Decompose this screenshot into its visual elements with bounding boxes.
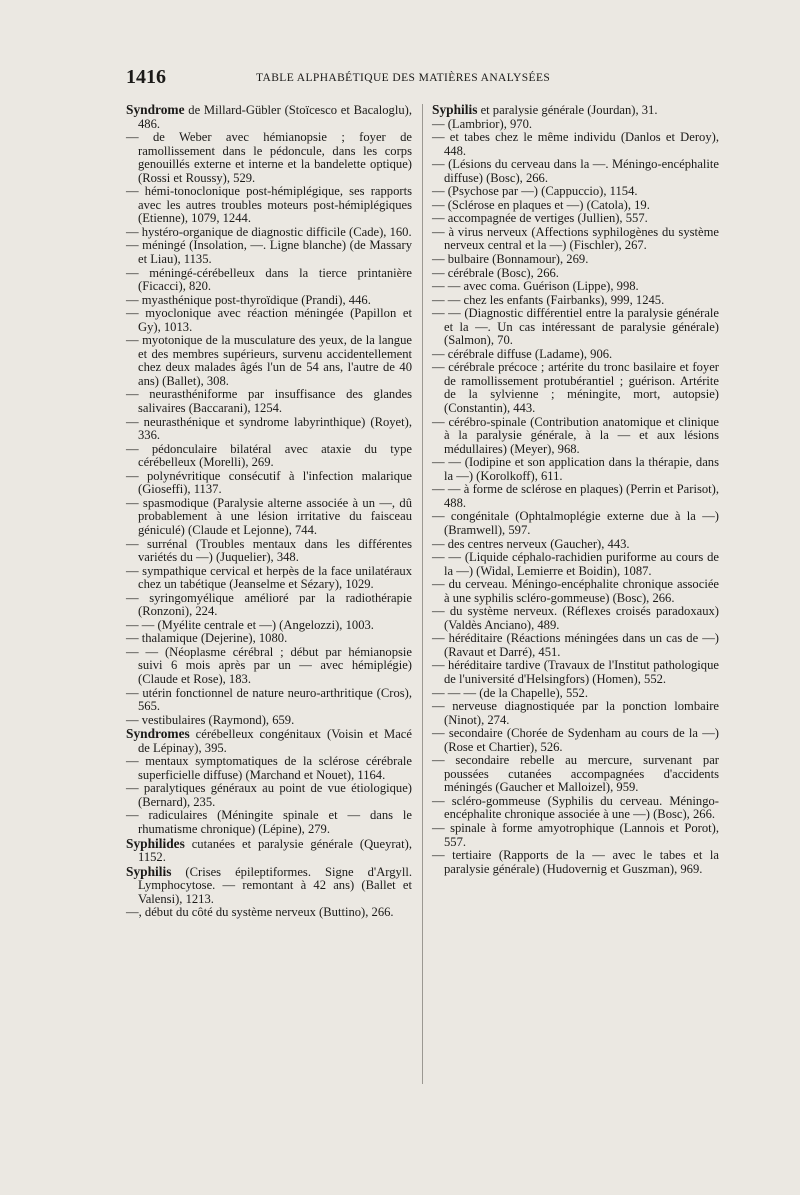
index-entry-text: — vestibulaires (Raymond), 659. [126,712,295,727]
index-entry-text: — cérébrale (Bosc), 266. [432,265,559,280]
index-entry [432,510,719,537]
index-entry-text: — surrénal (Troubles mentaux dans les différentes variétés du —) (Juquelier), 348. [126,536,412,565]
index-entry-text: — — à forme de sclérose en plaques) (Perrin et Parisot), 488. [432,482,719,510]
index-entry [432,199,719,213]
index-entry-text: — accompagnée de vertiges (Jullien), 557. [432,211,648,226]
index-entry-text: — — — (de la Chapelle), 552. [432,685,588,700]
index-entry [432,578,719,605]
index-entry-text: — polynévritique consécutif à l'infection malarique (Gioseffi), 1137. [126,468,412,497]
index-entry-text: de Millard-Gübler (Stoïcesco et Bacaloglu), 486. [138,103,412,131]
index-entry-text: — syringomyélique amélioré par la radiothérapie (Ronzoni), 224. [126,590,412,619]
index-entry-text: — — chez les enfants (Fairbanks), 999, 1245. [432,292,665,307]
index-entry [126,592,412,619]
index-entry-headword: Syphilides [126,835,185,851]
index-entry-text: — secondaire (Chorée de Sydenham au cours de la —) (Rose et Chartier), 526. [432,726,719,754]
index-entry [432,185,719,199]
index-entry [126,131,412,185]
index-entry-headword: Syndromes [126,726,190,742]
index-entry [126,727,412,755]
index-entry-text: — mentaux symptomatiques de la sclérose cérébrale superficielle diffuse) (Marchand et Nouet), 1164. [126,754,412,782]
index-entry-text: — neurasthéniforme par insuffisance des glandes salivaires (Baccarani), 1254. [126,387,412,416]
index-entry-text: — (Sclérose en plaques et —) (Catola), 19. [432,197,650,212]
running-title: TABLE ALPHABÉTIQUE DES MATIÈRES ANALYSÉES [256,72,551,84]
index-entry-text: — (Lambrior), 970. [432,116,533,131]
index-entry [126,906,412,920]
index-entry-text: — congénitale (Ophtalmoplégie externe due à la —) (Bramwell), 597. [432,509,719,537]
index-entry-text: — — (Myélite centrale et —) (Angelozzi), 1003. [126,617,374,632]
index-entry [432,361,719,415]
index-entry [432,605,719,632]
index-entry [126,809,412,836]
index-entry [432,687,719,701]
index-entry-text: — cérébrale diffuse (Ladame), 906. [432,346,613,361]
index-entry [126,538,412,565]
index-entry [432,727,719,754]
index-entry-text: — — avec coma. Guérison (Lippe), 998. [432,279,639,294]
index-entry [126,334,412,388]
index-entry [432,483,719,510]
index-entry-text: — neurasthénique et syndrome labyrinthique) (Royet), 336. [126,414,412,443]
index-entry [432,103,719,118]
index-entry-headword: Syphilis [126,863,172,879]
index-entry-text: — hystéro-organique de diagnostic difficile (Cade), 160. [126,224,412,239]
index-entry [126,239,412,266]
index-entry [126,782,412,809]
index-entry-text: — myoclonique avec réaction méningée (Papillon et Gy), 1013. [126,306,412,334]
index-entry-text: — thalamique (Dejerine), 1080. [126,631,288,646]
index-entry [126,267,412,294]
index-entry [126,307,412,334]
index-entry-text: — — (Iodipine et son application dans la thérapie, dans la —) (Korolkoff), 611. [432,455,719,483]
index-entry-text: — radiculaires (Méningite spinale et — dans le rhumatisme chronique) (Lépine), 279. [126,808,412,836]
index-entry-text: — bulbaire (Bonnamour), 269. [432,252,589,267]
index-entry-text: — et tabes chez le même individu (Danlos et Deroy), 448. [432,130,719,158]
index-entry-text: — secondaire rebelle au mercure, survenant par poussées cutanées accompagnées d'accidents méningés (Gaucher et Malloizel), 959. [432,753,719,795]
index-entry-text: — — (Liquide céphalo-rachidien puriforme au cours de la —) (Widal, Lemierre et Boidin), 1087. [432,550,719,578]
index-entry-headword: Syndrome [126,102,185,117]
index-entry-text: — des centres nerveux (Gaucher), 443. [432,536,630,551]
index-entry [126,755,412,782]
index-entry-text: cutanées et paralysie générale (Queyrat), 1152. [138,836,412,865]
index-entry [126,714,412,728]
index-entry [432,632,719,659]
index-entry [432,267,719,281]
index-entry-text: — sympathique cervical et herpès de la face unilatéraux chez un tabétique (Jeanselme et Sézary), 1029. [126,563,412,592]
index-entry [126,632,412,646]
index-entry [126,226,412,240]
index-entry [126,103,412,131]
index-entry-text: — héréditaire (Réactions méningées dans un cas de —) (Ravaut et Darré), 451. [432,631,719,659]
index-entry-text: — héréditaire tardive (Travaux de l'Institut pathologique de l'université d'Helsingfors) (Homen), 552. [432,658,719,686]
index-entry [126,388,412,415]
index-entry-text: — utérin fonctionnel de nature neuro-arthritique (Cros), 565. [126,685,412,714]
index-entry [126,565,412,592]
index-entry [432,795,719,822]
index-entry [432,280,719,294]
right-column [432,103,719,876]
index-entry-text: — — (Diagnostic différentiel entre la paralysie générale et la —. Un cas intéressant de paralysie générale) (Salmon), 70. [432,306,719,348]
index-entry [432,849,719,876]
index-entry [432,226,719,253]
index-entry [432,754,719,795]
index-entry [432,456,719,483]
index-entry-text: — myasthénique post-thyroïdique (Prandi), 446. [126,292,371,307]
index-entry-text: — cérébro-spinale (Contribution anatomique et clinique à la paralysie générale, à la — et aux lésions médullaires) (Meyer), 968. [432,414,719,456]
index-entry-text: — du cerveau. Méningo-encéphalite chronique associée à une syphilis scléro-gommeuse) (Bosc), 266. [432,577,719,605]
index-entry-text: — (Psychose par —) (Cappuccio), 1154. [432,184,638,199]
index-entry [126,294,412,308]
index-entry-text: — méningé (Insolation, —. Ligne blanche) (de Massary et Liau), 1135. [126,238,412,267]
left-column [126,103,412,920]
index-entry [432,118,719,132]
index-entry [432,253,719,267]
index-entry [126,837,412,865]
index-entry [126,416,412,443]
index-entry-text: — méningé-cérébelleux dans la tierce printanière (Ficacci), 820. [126,265,412,294]
index-entry [432,659,719,686]
index-entry-text: — paralytiques généraux au point de vue étiologique) (Bernard), 235. [126,781,412,809]
index-entry-text: et paralysie générale (Jourdan), 31. [477,103,658,117]
index-entry-text: — hémi-tonoclonique post-hémiplégique, ses rapports avec les autres troubles moteurs post-hémiplégiques (Etienne), 1079, 1244. [126,184,412,226]
index-entry-text: — à virus nerveux (Affections syphilogènes du système nerveux central et la —) (Fischler), 267. [432,224,719,253]
index-entry [126,619,412,633]
index-entry-text: (Crises épileptiformes. Signe d'Argyll. Lymphocytose. — remontant à 42 ans) (Ballet et Valensi), 1213. [138,864,412,906]
index-entry [432,416,719,457]
index-entry [432,538,719,552]
page-number: 1416 [126,66,166,88]
index-entry [126,443,412,470]
index-entry-text: — (Lésions du cerveau dans la —. Méningo-encéphalite diffuse) (Bosc), 266. [432,157,719,185]
index-entry-text: — du système nerveux. (Réflexes croisés paradoxaux) (Valdès Anciano), 489. [432,604,719,632]
index-entry-text: — tertiaire (Rapports de la — avec le tabes et la paralysie générale) (Hudovernig et Guszman), 969. [432,848,719,876]
index-entry [126,687,412,714]
index-entry-text: — myotonique de la musculature des yeux, de la langue et des membres supérieurs, survenu accidentellement chez deux malades âgés l'un de 54 ans, l'autre de 40 ans) (Ballet), 308. [126,333,412,388]
index-entry [432,348,719,362]
index-entry-headword: Syphilis [432,102,478,117]
index-entry-text: — nerveuse diagnostiquée par la ponction lombaire (Ninot), 274. [432,699,719,727]
index-entry [432,294,719,308]
index-entry-text: —, début du côté du système nerveux (Buttino), 266. [126,905,394,920]
index-entry [432,212,719,226]
index-entry-text: — pédonculaire bilatéral avec ataxie du type cérébelleux (Morelli), 269. [126,441,412,470]
index-entry-text: — spasmodique (Paralysie alterne associée à un —, dû probablement à une lésion irritative du faisceau géniculé) (Claude et Lejonne), 744. [126,495,412,537]
index-entry-text: — cérébrale précoce ; artérite du tronc basilaire et foyer de ramollissement protubérantiel ; guérison. Artérite de la sylvienne ; méningite, mort, autopsie)(Constantin), 443. [432,360,719,416]
index-entry [126,646,412,687]
index-entry-text: cérébelleux congénitaux (Voisin et Macé de Lépinay), 395. [138,727,412,755]
index-entry-text: — — (Néoplasme cérébral ; début par hémianopsie suivi 6 mois après par un — avec hémiplégie) (Claude et Rose), 183. [126,644,412,686]
index-entry [126,865,412,907]
index-entry [126,185,412,226]
index-entry-text: — spinale à forme amyotrophique (Lannois et Porot), 557. [432,820,719,849]
index-entry [432,700,719,727]
index-entry [126,470,412,497]
index-entry-text: — de Weber avec hémianopsie ; foyer de ramollissement dans le pédoncule, dans les corps genouillés externe et interne et la bandelette optique) (Rossi et Roussy), 529. [126,130,412,185]
index-entry-text: — scléro-gommeuse (Syphilis du cerveau. Méningo-encéphalite chronique associée à une —) (Bosc), 266. [432,793,719,822]
index-entry [432,158,719,185]
column-divider [422,104,423,1084]
index-entry [432,551,719,578]
index-entry [126,497,412,538]
index-entry [432,131,719,158]
index-entry [432,822,719,849]
index-entry [432,307,719,348]
